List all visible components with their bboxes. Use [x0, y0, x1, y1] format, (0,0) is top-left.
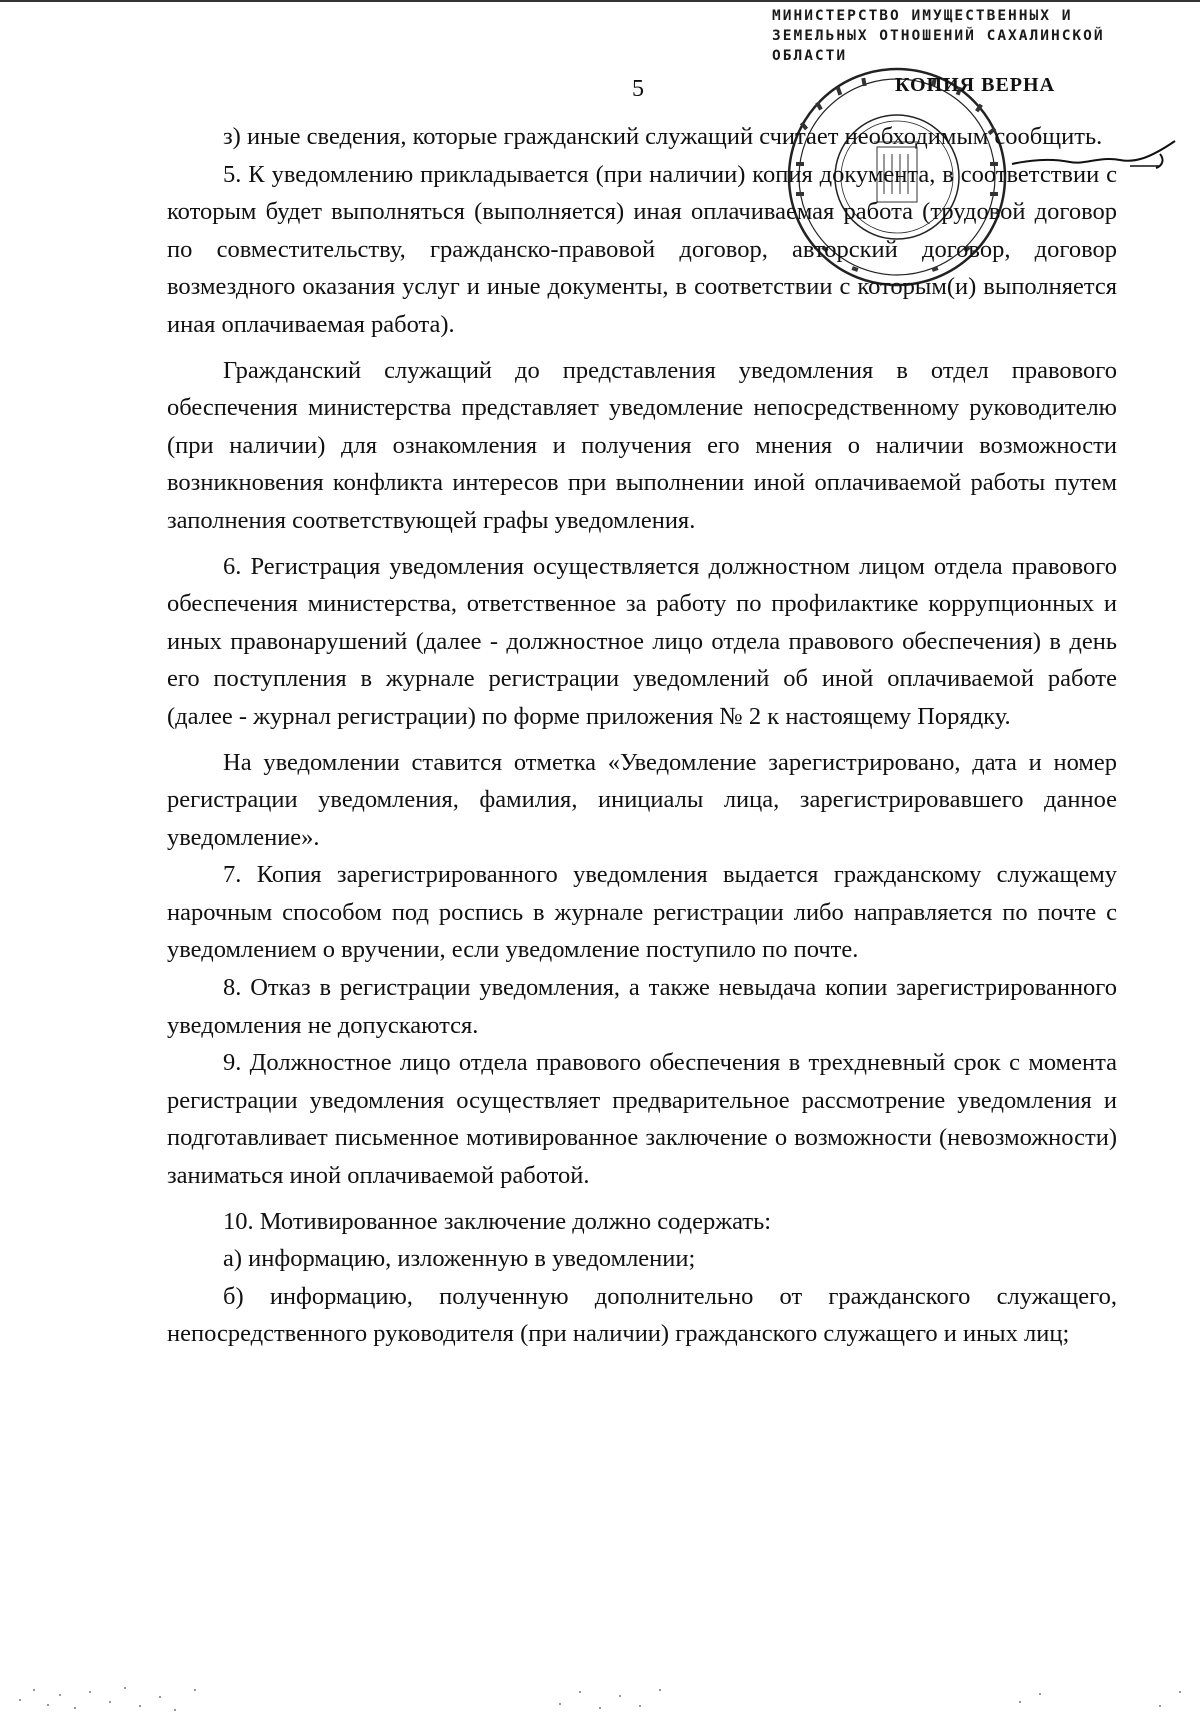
document-body	[167, 118, 1117, 1353]
paragraph-civil-servant: Гражданский служащий до представления уведомления в отдел правового обеспечения министерства представляет уведомление непосредственному руководителю (при наличии) для ознакомления и получения его мнения о наличии возможности возникновения конфликта интересов при выполнении иной оплачиваемой работы путем заполнения соответствующей графы уведомления.	[167, 356, 1117, 534]
paragraph-8: 8. Отказ в регистрации уведомления, а также невыдача копии зарегистрированного уведомления не допускаются.	[167, 974, 1117, 1039]
page-number: 5	[632, 76, 644, 102]
paragraph-10: 10. Мотивированное заключение должно содержать:	[223, 1207, 772, 1235]
ministry-stamp	[772, 6, 1132, 66]
paragraph-7: 7. Копия зарегистрированного уведомления выдается гражданскому служащему нарочным способом под роспись в журнале регистрации либо направляется по почте с уведомлением о вручении, если уведомление поступило по почте.	[167, 861, 1117, 964]
paragraph-6: 6. Регистрация уведомления осуществляется должностном лицом отдела правового обеспечения министерства, ответственное за работу по профилактике коррупционных и иных правонарушений (далее - должностное лицо отдела правового обеспечения) в день его поступления в журнале регистрации уведомлений об иной оплачиваемой работе (далее - журнал регистрации) по форме приложения № 2 к настоящему Порядку.	[167, 552, 1117, 730]
paragraph-b: б) информацию, полученную дополнительно от гражданского служащего, непосредственного руководителя (при наличии) гражданского служащего и иных лиц;	[167, 1282, 1117, 1348]
stamp-line-3: ОБЛАСТИ	[772, 48, 848, 64]
paragraph-z: з) иные сведения, которые гражданский служащий считает необходимым сообщить.	[223, 123, 1103, 150]
paragraph-9: 9. Должностное лицо отдела правового обеспечения в трехдневный срок с момента регистрации уведомления осуществляет предварительное рассмотрение уведомления и подготавливает письменное мотивированное заключение о возможности (невозможности) заниматься иной оплачиваемой работой.	[167, 1049, 1117, 1190]
paragraph-mark: На уведомлении ставится отметка «Уведомление зарегистрировано, дата и номер регистрации уведомления, фамилия, инициалы лица, зарегистрировавшего данное уведомление».	[167, 748, 1117, 851]
stamp-line-2: ЗЕМЕЛЬНЫХ ОТНОШЕНИЙ САХАЛИНСКОЙ	[772, 28, 1105, 44]
top-border-line	[0, 0, 1200, 2]
stamp-line-1: МИНИСТЕРСТВО ИМУЩЕСТВЕННЫХ И	[772, 8, 1073, 24]
paragraph-5: 5. К уведомлению прикладывается (при наличии) копия документа, в соответствии с которым будет выполняться (выполняется) иная оплачиваемая работа (трудовой договор по совместительству, гражданско-правовой договор, авторский договор, договор возмездного оказания услуг и иные документы, в соответствии с которым(и) выполняется иная оплачиваемая работа).	[167, 160, 1117, 338]
copy-certified-mark: КОПИЯ ВЕРНА	[895, 74, 1056, 96]
paragraph-a: а) информацию, изложенную в уведомлении;	[223, 1245, 696, 1273]
scan-noise-specks	[0, 1620, 1200, 1714]
